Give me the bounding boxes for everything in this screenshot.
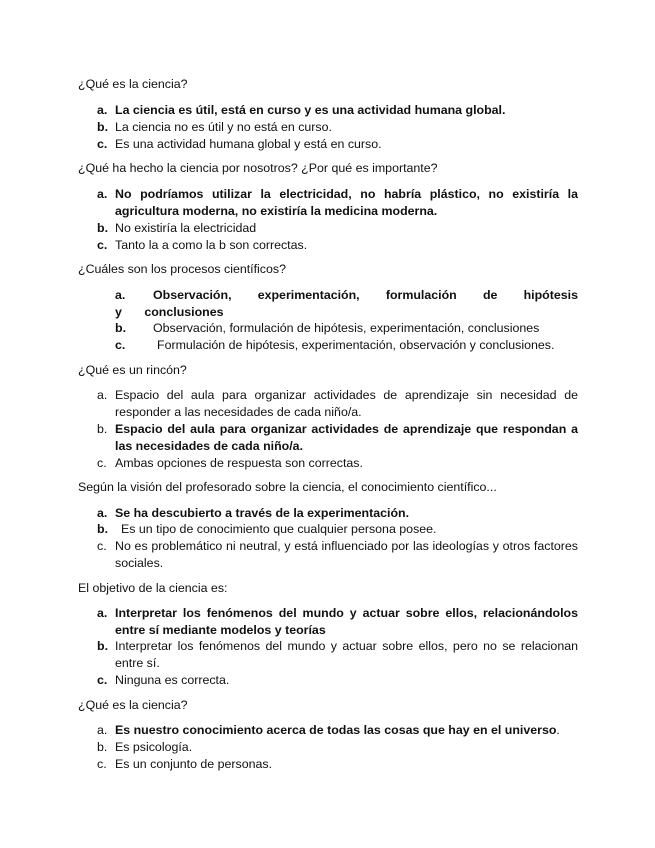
- option-letter: b.: [115, 321, 127, 335]
- option-4c: [97, 455, 578, 472]
- option-1b: [97, 119, 578, 136]
- option-text: La ciencia es útil, está en curso y es una actividad humana global.: [115, 103, 506, 117]
- option-text: Ninguna es correcta.: [115, 673, 230, 687]
- option-letter: c.: [97, 456, 107, 470]
- option-1c: [97, 136, 578, 153]
- option-4b: [97, 421, 578, 454]
- option-letter: c.: [115, 338, 126, 352]
- option-text: Interpretar los fenómenos del mundo y actuar sobre ellos, pero no se relacionan entre sí.: [115, 639, 578, 670]
- option-2c: [97, 237, 578, 254]
- option-5b: [97, 521, 578, 538]
- option-5a: [97, 505, 578, 522]
- question-1: ¿Qué es la ciencia?: [78, 77, 188, 91]
- option-7a: [97, 722, 578, 739]
- option-text: La ciencia no es útil y no está en curso.: [115, 120, 332, 134]
- question-2: ¿Qué ha hecho la ciencia por nosotros? ¿Por qué es importante?: [78, 161, 438, 175]
- option-text: Se ha descubierto a través de la experimentación.: [115, 506, 410, 520]
- option-text: Es una actividad humana global y está en curso.: [115, 137, 382, 151]
- option-6c: [97, 672, 578, 689]
- option-text: Es nuestro conocimiento acerca de todas las cosas que hay en el universo: [115, 723, 557, 737]
- option-text: Es un conjunto de personas.: [115, 757, 273, 771]
- question-6: El objetivo de la ciencia es:: [78, 581, 228, 595]
- option-1a: [97, 102, 578, 119]
- option-text: Tanto la a como la b son correctas.: [115, 238, 308, 252]
- option-letter: c.: [97, 757, 107, 771]
- option-letter: a.: [97, 606, 108, 620]
- option-5c: [97, 538, 578, 571]
- option-text: Es un tipo de conocimiento que cualquier persona posee.: [121, 522, 437, 536]
- option-text: Formulación de hipótesis, experimentación, observación y conclusiones.: [157, 338, 555, 352]
- option-2a: [97, 186, 578, 219]
- option-text-wrap: [115, 722, 578, 739]
- option-letter: a.: [97, 723, 108, 737]
- option-letter: b.: [97, 120, 109, 134]
- option-3c: [115, 337, 578, 354]
- question-3: ¿Cuáles son los procesos científicos?: [78, 262, 286, 276]
- option-letter: c.: [97, 673, 108, 687]
- option-letter: a.: [97, 187, 108, 201]
- option-letter: b.: [97, 639, 109, 653]
- option-text: No podríamos utilizar la electricidad, no habría plástico, no existiría la agricultura moderna, no existiría la medicina moderna.: [115, 187, 578, 218]
- question-7: ¿Qué es la ciencia?: [78, 698, 188, 712]
- option-letter: b.: [97, 422, 108, 436]
- option-3b: [115, 320, 578, 337]
- option-2b: [97, 220, 578, 237]
- option-text: No es problemático ni neutral, y está influenciado por las ideologías y otros factores sociales.: [115, 539, 578, 570]
- option-letter: a.: [97, 103, 108, 117]
- option-letter: a.: [97, 506, 108, 520]
- option-letter: a.: [115, 288, 126, 302]
- option-7b: [97, 739, 578, 756]
- option-6b: [97, 638, 578, 671]
- option-text: Espacio del aula para organizar actividades de aprendizaje que respondan a las necesidades de cada niño/a.: [115, 422, 578, 453]
- option-trailing: .: [556, 723, 560, 737]
- option-text: Observación, experimentación, formulación de hipótesis y conclusiones: [115, 288, 578, 319]
- option-text: Es psicología.: [115, 740, 193, 754]
- option-letter: c.: [97, 137, 108, 151]
- option-letter: b.: [97, 221, 109, 235]
- option-4a: [97, 387, 578, 420]
- question-5: Según la visión del profesorado sobre la ciencia, el conocimiento científico...: [78, 480, 497, 494]
- option-text: No existiría la electricidad: [115, 221, 257, 235]
- option-letter: a.: [97, 388, 108, 402]
- option-text: Espacio del aula para organizar actividades de aprendizaje sin necesidad de responder a las necesidades de cada niño/a.: [115, 388, 578, 419]
- option-letter: b.: [97, 522, 109, 536]
- option-letter: c.: [97, 539, 107, 553]
- option-text: Ambas opciones de respuesta son correctas.: [115, 456, 363, 470]
- option-letter: b.: [97, 740, 108, 754]
- question-4: ¿Qué es un rincón?: [78, 363, 187, 377]
- option-6a: [97, 605, 578, 638]
- option-letter: c.: [97, 238, 108, 252]
- option-text: Observación, formulación de hipótesis, experimentación, conclusiones: [153, 321, 540, 335]
- option-7c: [97, 756, 578, 773]
- option-3a: [115, 287, 578, 320]
- option-text: Interpretar los fenómenos del mundo y actuar sobre ellos, relacionándolos entre sí mediante modelos y teorías: [115, 606, 578, 637]
